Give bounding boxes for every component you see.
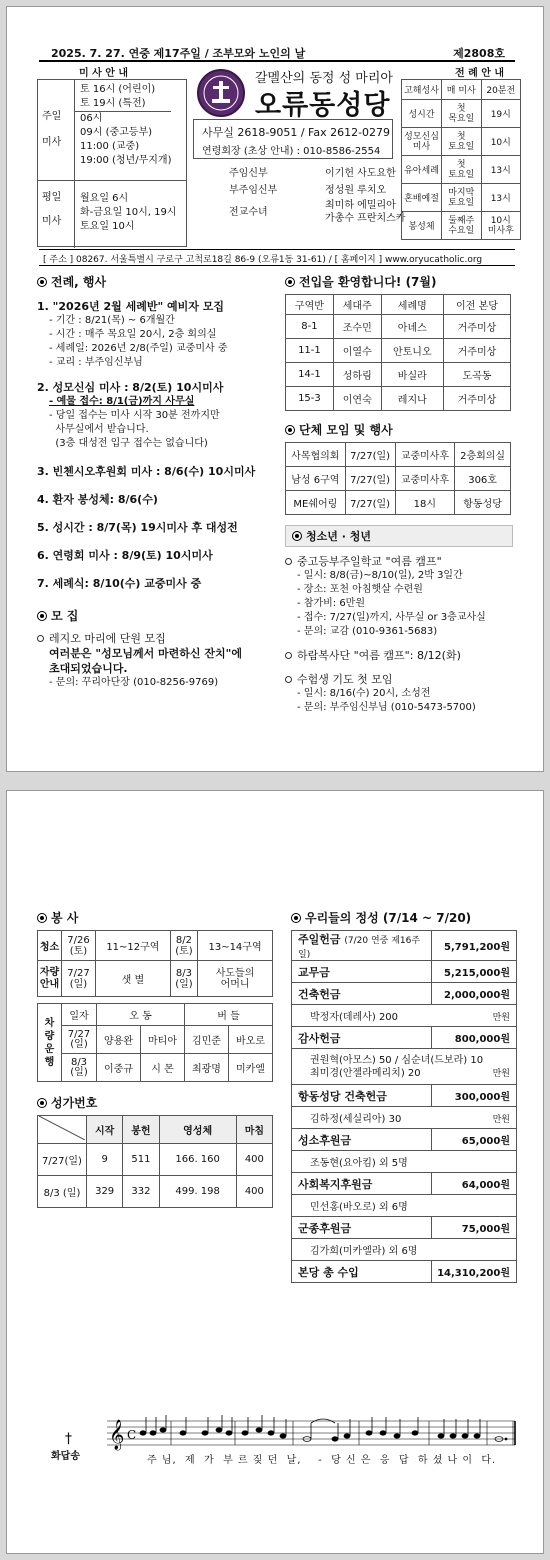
table-row: 14-1 성하림 바실라 도곡동 xyxy=(286,363,511,387)
sunday-mass-label: 주일 미사 xyxy=(42,111,62,148)
table-row: 김하정(세실리아) 30 만원 xyxy=(292,1107,517,1129)
issue-number: 제2808호 xyxy=(453,47,505,60)
bulletin-page-1 xyxy=(6,6,544,772)
table-row: 사목협의회 7/27(일) 교중미사후 2층회의실 xyxy=(286,443,511,467)
exam-head: 수험생 기도 첫 모임 xyxy=(297,673,393,686)
cross-icon: † xyxy=(65,1431,72,1447)
hymns-table: 시작 봉헌 영성체 마침 7/27(일) 9 511 166. 160 400 8/3 (일) 329 332 499. 198 400 xyxy=(37,1115,273,1208)
psalm-lyrics: 주 님, 제 가 부 르 짖 던 날, - 당 신 은 응 답 하 셨 나 이 다. xyxy=(147,1455,497,1466)
events-section: 전례, 행사 1. "2026년 2월 세례반" 예비자 모집 - 기간 : 8/21(목) ~ 6개월간 - 시간 : 매주 목요일 20시, 2층 회의실 - 세례일: 2026년 2/8(주일) 교중미사 중 - 교리 : 부주임신부님 2. 성모신심 미사 : 8/2(토) 10시미사 - 예물 접수: 8/1(금)까지 사무실 - 당일 접수는 미사 시작 30분 전까지만 사무실에서 받습니다. (3층 대성전 입구 접수는 없습니다) 3. 빈첸시오후원회 미사 : 8/6(수) 10시미사 4. 환자 봉성체: 8/6(수) 5. 성시간 : 8/7(목) 19시미사 후 대성전 6. 연령회 미사 : 8/9(토) 10시미사 7. 세례식: 8/10(수) 교중미사 중 모 집 레지오 마리에 단원 모집 여러분은 "성모님께서 마련하신 잔치"에 초대되었습니다. - 문의: 꾸리아단장 (010-8256-9769) xyxy=(37,239,277,690)
hymns-title: 성가번호 xyxy=(51,1096,98,1110)
svg-text:𝄞: 𝄞 xyxy=(109,1420,125,1450)
section-bullet-icon xyxy=(37,611,47,621)
section-bullet-icon xyxy=(37,277,47,287)
ring-bullet-icon xyxy=(285,558,292,565)
table-row: 조동현(요아킴) 외 5명 xyxy=(292,1151,517,1173)
table-row: 7/27(일) 9 511 166. 160 400 xyxy=(38,1144,273,1176)
section-bullet-icon xyxy=(37,913,47,923)
parish-subtitle: 갈멜산의 동정 성 마리아 xyxy=(255,71,393,86)
parish-name: 오류동성당 xyxy=(255,90,391,121)
table-row: 민선홍(바오로) 외 6명 xyxy=(292,1195,517,1217)
event-item: 2. 성모신심 미사 : 8/2(토) 10시미사 xyxy=(37,381,224,394)
table-row: 군종후원금 75,000원 xyxy=(292,1217,517,1239)
welcome-table: 구역반 세대주 세례명 이전 본당 8-1 조수민 아녜스 거주미상 11-1 이열수 안토니오 거주미상 14-1 성하림 바실라 도곡동 15-3 이연숙 레지나 거주미상 xyxy=(285,294,511,411)
table-row: 권원혁(아모스) 50 / 심순녀(드보라) 10 최미경(안젤라메리치) 20 만원 xyxy=(292,1049,517,1085)
office-phone: 사무실 2618-9051 / Fax 2612-0279 xyxy=(202,126,391,139)
service-section xyxy=(37,909,279,1208)
liturgy-table: 고해성사 매 미사 20분전 성시간 첫 목요일 19시 성모신심 미사 첫 토요일 10시 유아세례 첫 토요일 13시 혼배예절 마지막 토요일 13시 봉성체 둘째주 수요일 10시 미사후 xyxy=(401,79,521,240)
table-row: 15-3 이연숙 레지나 거주미상 xyxy=(286,387,511,411)
svg-text:C: C xyxy=(127,1428,137,1442)
table-row: ME쉐어링 7/27(일) 18시 항동성당 xyxy=(286,491,511,515)
table-row: 성소후원금 65,000원 xyxy=(292,1129,517,1151)
weekday-mass-label: 평일 미사 xyxy=(42,192,62,227)
ring-bullet-icon xyxy=(285,652,292,659)
recruit-body: 여러분은 "성모님께서 마련하신 잔치"에 초대되었습니다. xyxy=(49,647,242,675)
section-bullet-icon xyxy=(292,531,302,541)
table-row: 8/3 (일) 이중규 시 몬 최광명 미카엘 xyxy=(38,1054,273,1082)
parish-logo xyxy=(197,69,245,117)
event-item: 6. 연령회 미사 : 8/9(토) 10시미사 xyxy=(37,549,213,562)
table-row: 남성 6구역 7/27(일) 교중미사후 306호 xyxy=(286,467,511,491)
sunday-mass-list: 토 16시 (어린이) 토 19시 (특전) 06시 09시 (중고등부) 11:00 (교중) 19:00 (청년/무지개) xyxy=(80,83,171,168)
weekday-mass-list: 월요일 6시 화-금요일 10시, 19시 토요일 10시 xyxy=(80,193,177,232)
groups-table xyxy=(285,442,511,515)
event-item: 1. "2026년 2월 세례반" 예비자 모집 xyxy=(37,300,224,313)
offering-table xyxy=(291,930,517,1283)
section-bullet-icon xyxy=(291,913,301,923)
recruit-title: 모 집 xyxy=(51,609,79,623)
haram-camp: 하람복사단 "여름 캠프": 8/12(화) xyxy=(297,649,461,662)
event-item: 5. 성시간 : 8/7(목) 19시미사 후 대성전 xyxy=(37,521,238,534)
offering-title: 우리들의 정성 (7/14 ~ 7/20) xyxy=(305,911,472,925)
office-box xyxy=(193,119,393,159)
event-item: 7. 세례식: 8/10(수) 교중미사 중 xyxy=(37,577,202,590)
table-row: 감사헌금 800,000원 xyxy=(292,1027,517,1049)
mass-info-box xyxy=(37,79,187,247)
event-item: 3. 빈첸시오후원회 미사 : 8/6(수) 10시미사 xyxy=(37,465,256,478)
table-row: 건축헌금 2,000,000원 xyxy=(292,983,517,1005)
events-title: 전례, 행사 xyxy=(51,275,107,289)
table-row: 교무금 5,215,000원 xyxy=(292,961,517,983)
table-row: 사회복지후원금 64,000원 xyxy=(292,1173,517,1195)
youth-title: 청소년 · 청년 xyxy=(306,530,371,543)
table-row: 본당 총 수입 14,310,200원 xyxy=(292,1261,517,1283)
section-bullet-icon xyxy=(285,425,295,435)
recruit-contact: - 문의: 꾸리아단장 (010-8256-9769) xyxy=(49,677,219,688)
driver-table: 차 량 운 행 일자 오 동 버 들 7/27 (일) 양용완 마티아 김민준 바오로 8/3 (일) 이중규 시 몬 최광명 미카엘 xyxy=(37,1003,273,1082)
ring-bullet-icon xyxy=(37,635,44,642)
section-bullet-icon xyxy=(285,277,295,287)
service-table: 청소 7/26 (토) 11~12구역 8/2 (토) 13~14구역 자량 안내 7/27 (일) 샛 별 8/3 (일) 사도들의 어머니 xyxy=(37,930,273,997)
mass-info-title: 미 사 안 내 xyxy=(79,68,129,79)
table-row: 박정자(데레사) 200 만원 xyxy=(292,1005,517,1027)
staff-list: 주임신부 이기헌 사도요한 부주임신부 정성원 루치오 전교수녀 최미하 에밀리아 가총수 프란치스카 xyxy=(229,168,406,224)
table-row: 8/3 (일) 329 332 499. 198 400 xyxy=(38,1176,273,1208)
psalm-label: 화답송 xyxy=(51,1451,80,1462)
service-title: 봉 사 xyxy=(51,911,79,925)
liturgy-title: 전 례 안 내 xyxy=(455,68,505,79)
funeral-contact: 연령회장 (초상 안내) : 010-8586-2554 xyxy=(202,146,381,157)
table-row: 11-1 이열수 안토니오 거주미상 xyxy=(286,339,511,363)
table-row: 주일헌금 (7/20 연중 제16주일) 5,791,200원 xyxy=(292,931,517,961)
camp-head: 중고등부주일학교 "여름 캠프" xyxy=(297,555,442,568)
ring-bullet-icon xyxy=(285,676,292,683)
table-row: 8-1 조수민 아녜스 거주미상 xyxy=(286,315,511,339)
welcome-title: 전입을 환영합니다! (7월) xyxy=(299,275,437,289)
header-date: 2025. 7. 27. 연중 제17주일 / 조부모와 노인의 날 xyxy=(51,47,306,60)
table-row: 항동성당 건축헌금 300,000원 xyxy=(292,1085,517,1107)
address-line: [ 주소 ] 08267. 서울특별시 구로구 고척로18길 86-9 (오류1동 31-61) / [ 홈페이지 ] www.oryucatholic.org xyxy=(43,255,483,265)
welcome-section: 전입을 환영합니다! (7월) 구역반 세대주 세례명 이전 본당 8-1 조수민 아녜스 거주미상 11-1 이열수 안토니오 거주미상 14-1 성하림 바실라 도곡동 15-3 이연숙 레지나 거주미상 단체 모임 및 행사 사목협의회 7/27(일) 교중미사후 2층회의실 남성 6구역 7/27(일) 교중미사후 306호 ME쉐어링 7/27(일) 18시 항동성당 청소년 · 청년 중고등부주일학교 "여름 캠프" - 일시: 8/8(금)~8/10(일), 2박 3일간 - 장소: 포천 아침햇살 수련원 - 참가비: 6만원 - 접수: 7/27(일)까지, 사무실 or 3층교사실 - 문의: 교감 (010-9361-5683) 하람복사단 "여름 캠프": 8/12(화) 수험생 기도 첫 모임 - 일시: 8/16(수) 20시, 소성전 - 문의: 부주임신부님 (010-5473-5700) xyxy=(285,273,513,715)
section-bullet-icon xyxy=(37,1098,47,1108)
bulletin-page-2 xyxy=(6,790,544,1554)
event-item: 4. 환자 봉성체: 8/6(수) xyxy=(37,493,158,506)
table-row: 7/27 (일) 양용완 마티아 김민준 바오로 xyxy=(38,1026,273,1054)
groups-title: 단체 모임 및 행사 xyxy=(299,423,393,437)
offering-section xyxy=(291,909,519,1283)
table-row: 김가희(미카엘라) 외 6명 xyxy=(292,1239,517,1261)
